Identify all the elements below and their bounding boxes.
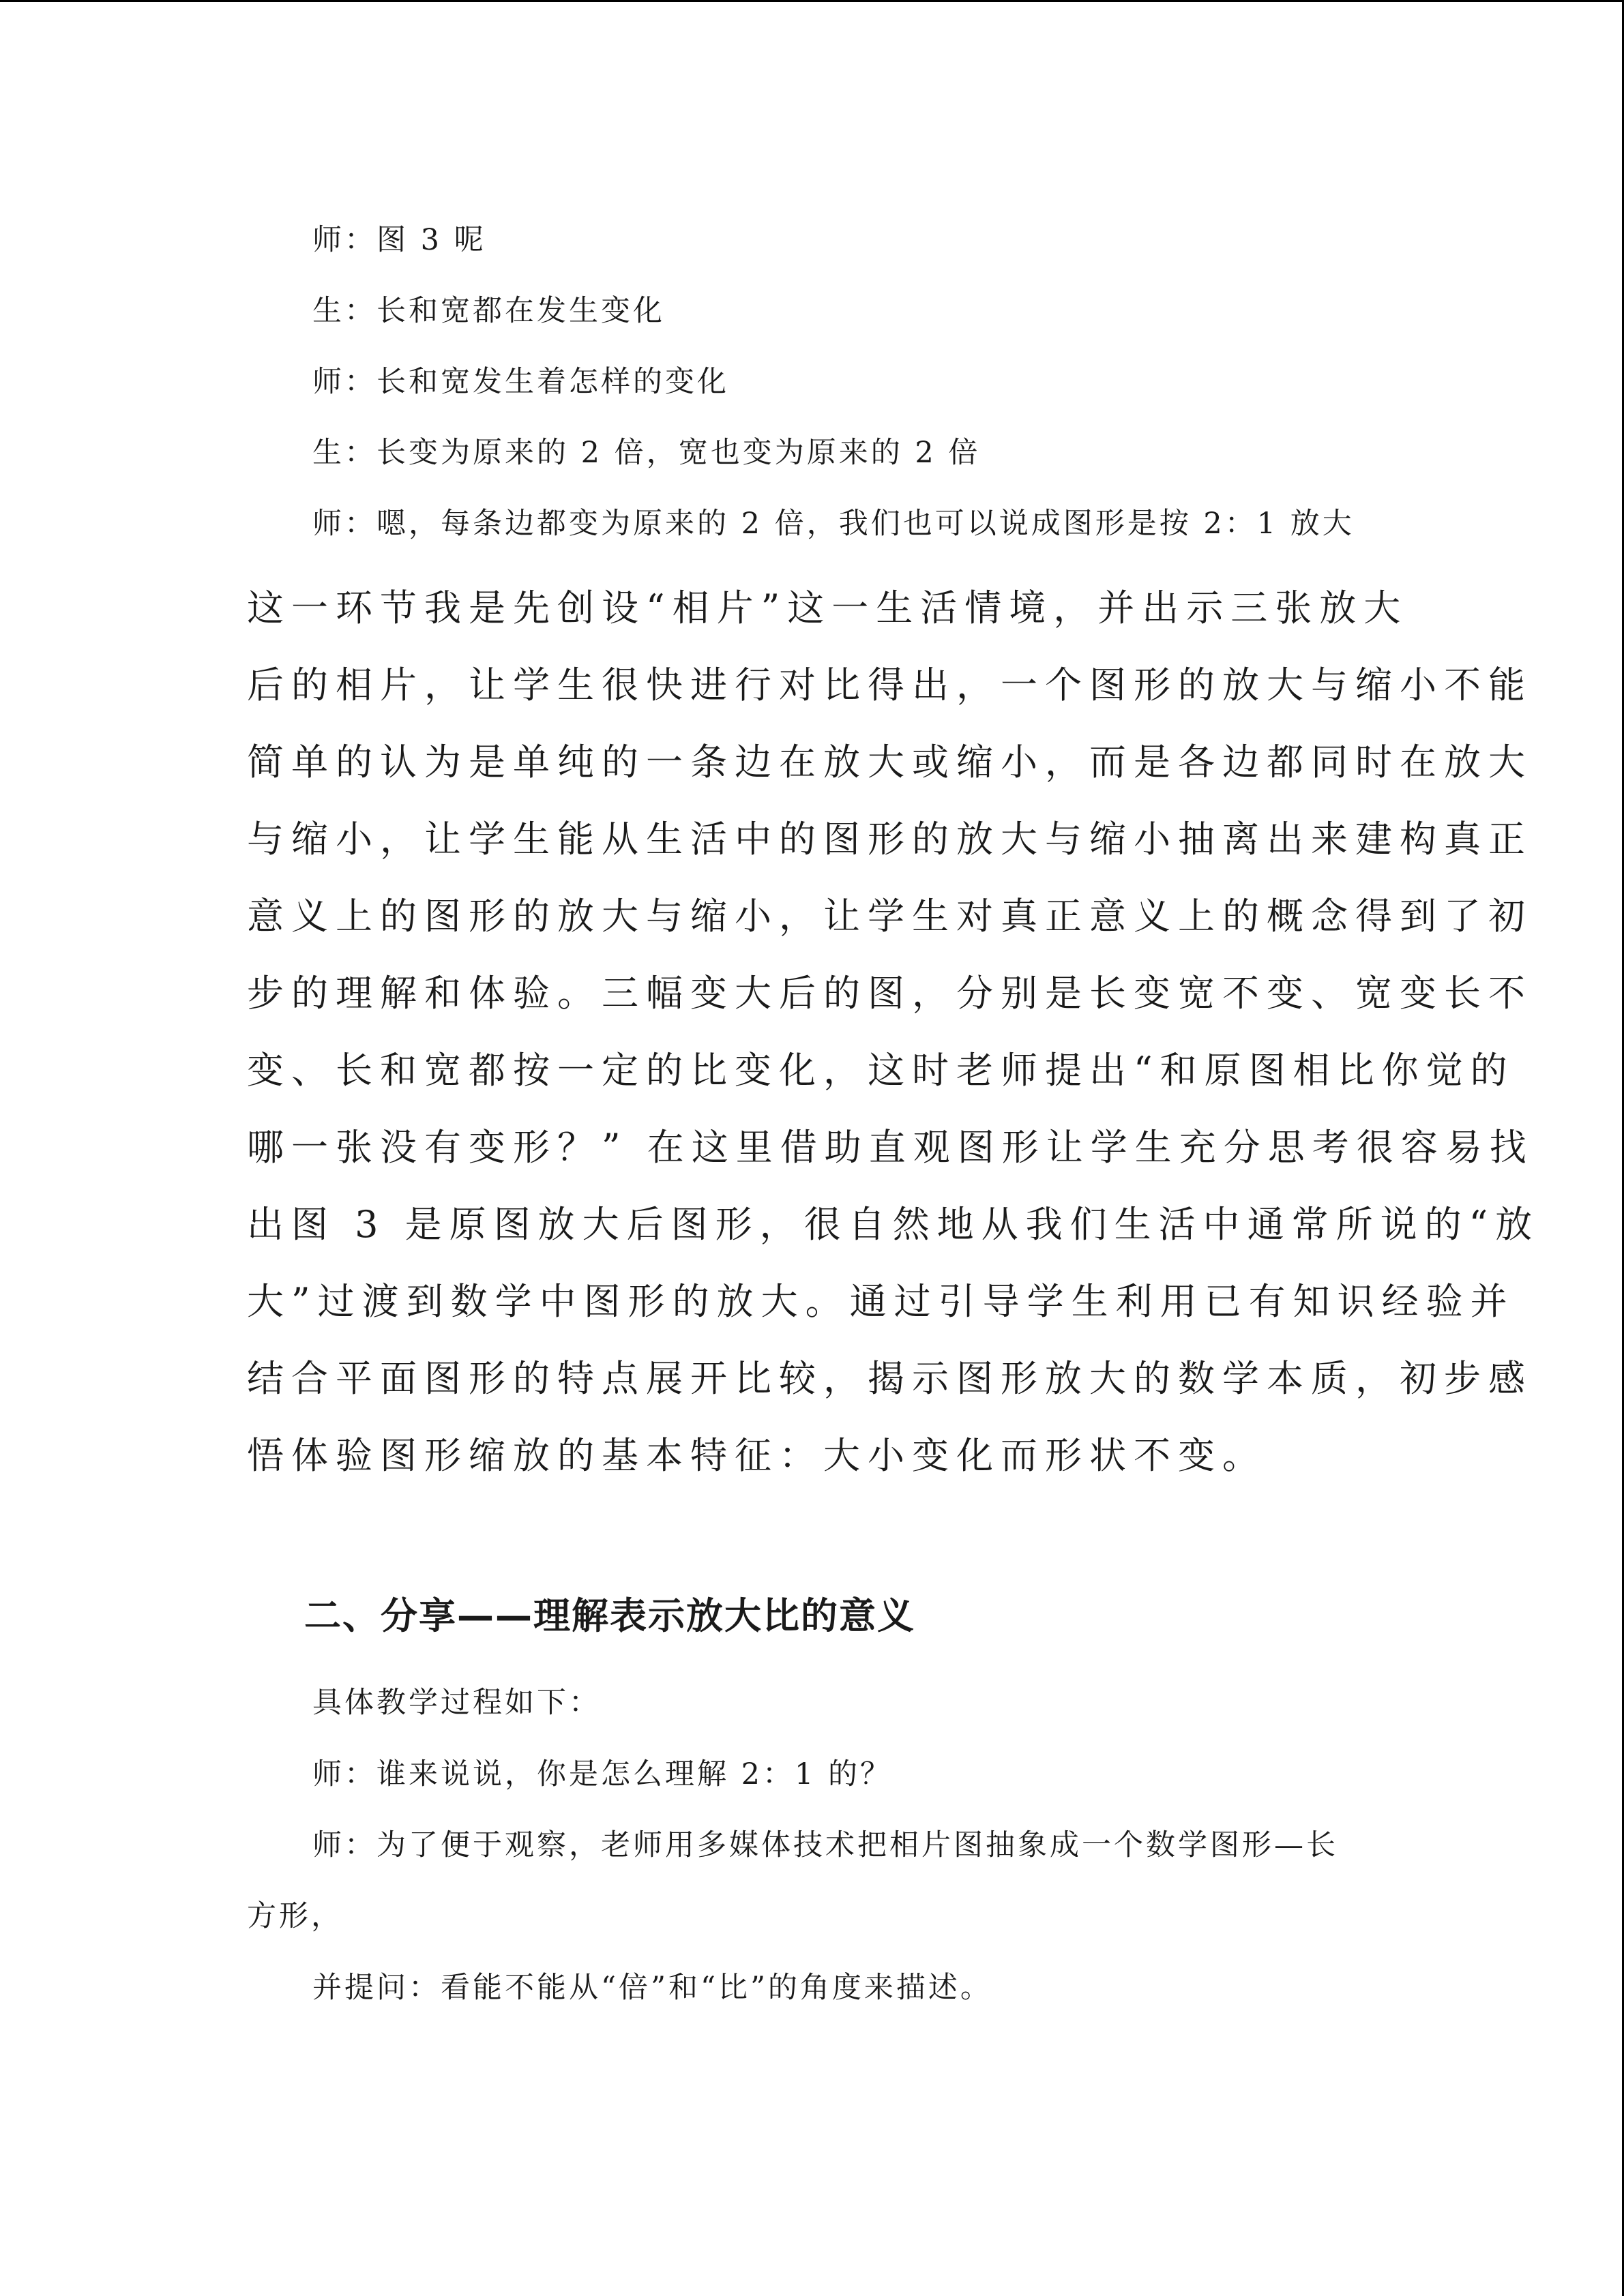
dialogue-line-3: 师：长和宽发生着怎样的变化 [312, 365, 729, 399]
reflection-line: 大”过渡到数学中图形的放大。通过引导学生利用已有知识经验并 [247, 1280, 1515, 1323]
process-question-3: 并提问：看能不能从“倍”和“比”的角度来描述。 [312, 1971, 992, 2005]
reflection-line: 结合平面图形的特点展开比较，揭示图形放大的数学本质，初步感 [247, 1357, 1533, 1400]
reflection-line: 出图 3 是原图放大后图形，很自然地从我们生活中通常所说的“放 [247, 1203, 1540, 1246]
reflection-line: 与缩小，让学生能从生活中的图形的放大与缩小抽离出来建构真正 [247, 818, 1533, 861]
process-question-2-line-1: 师：为了便于观察，老师用多媒体技术把相片图抽象成一个数学图形—长 [312, 1828, 1338, 1862]
process-question-1: 师：谁来说说，你是怎么理解 2：1 的？ [312, 1757, 893, 1791]
dialogue-line-5: 师：嗯，每条边都变为原来的 2 倍，我们也可以说成图形是按 2：1 放大 [312, 507, 1355, 541]
dialogue-line-4: 生：长变为原来的 2 倍，宽也变为原来的 2 倍 [312, 436, 981, 470]
process-question-2-line-2: 方形， [247, 1899, 343, 1933]
dialogue-line-1: 师：图 3 呢 [312, 223, 486, 257]
reflection-line: 悟体验图形缩放的基本特征：大小变化而形状不变。 [247, 1434, 1267, 1477]
section-heading: 二、分享——理解表示放大比的意义 [304, 1594, 915, 1637]
reflection-line: 哪一张没有变形？” 在这里借助直观图形让学生充分思考很容易找 [247, 1126, 1534, 1169]
reflection-line: 意义上的图形的放大与缩小，让学生对真正意义上的概念得到了初 [247, 895, 1533, 938]
reflection-line: 步的理解和体验。三幅变大后的图，分别是长变宽不变、宽变长不 [247, 972, 1533, 1015]
reflection-line: 简单的认为是单纯的一条边在放大或缩小，而是各边都同时在放大 [247, 741, 1533, 784]
reflection-paragraph [247, 569, 1540, 1494]
process-intro: 具体教学过程如下： [312, 1686, 601, 1720]
reflection-line: 这一环节我是先创设“相片”这一生活情境，并出示三张放大 [247, 586, 1408, 629]
dialogue-line-2: 生：长和宽都在发生变化 [312, 294, 665, 328]
reflection-line: 变、长和宽都按一定的比变化，这时老师提出“和原图相比你觉的 [247, 1049, 1515, 1092]
page-border-top [0, 0, 1624, 2]
reflection-line: 后的相片，让学生很快进行对比得出，一个图形的放大与缩小不能 [247, 664, 1533, 706]
